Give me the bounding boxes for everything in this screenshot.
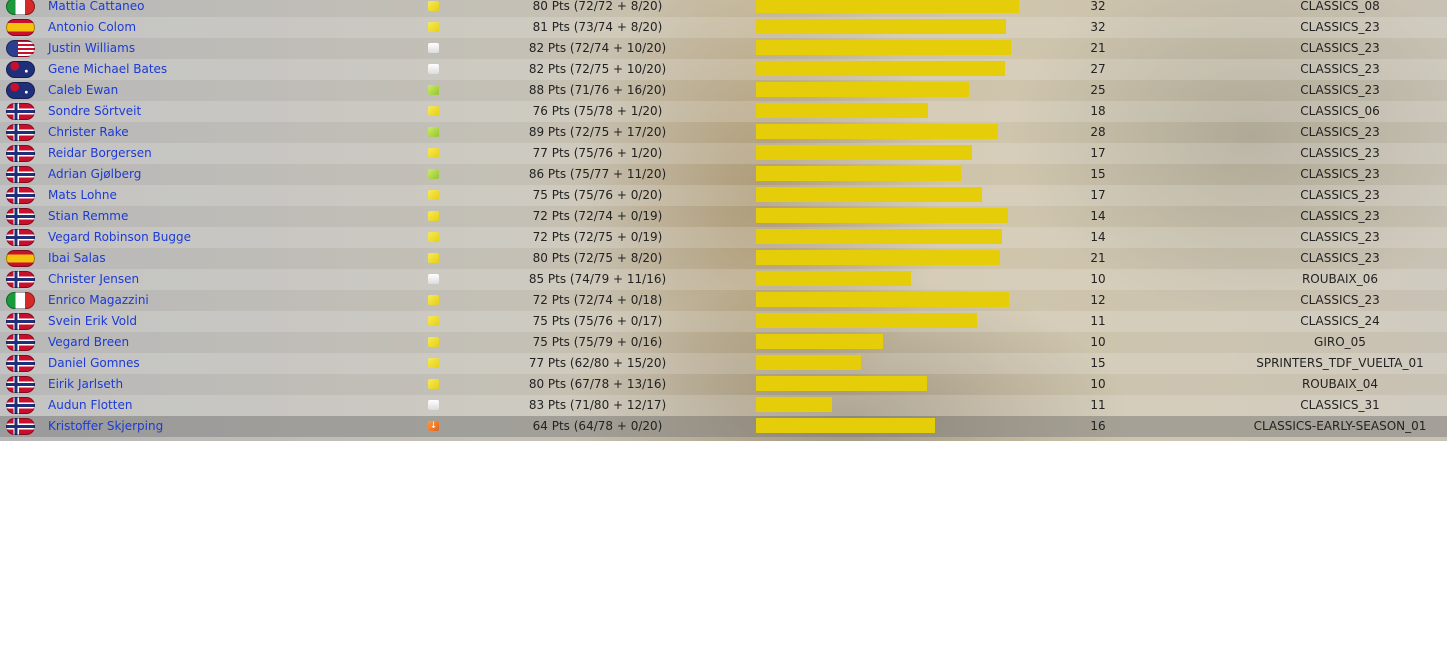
template-cell: CLASSICS_06 <box>1300 104 1380 118</box>
table-row[interactable] <box>0 143 1447 164</box>
rating-bar <box>756 208 1008 223</box>
number-cell: 21 <box>1090 251 1106 265</box>
table-row[interactable] <box>0 0 1447 17</box>
table-row[interactable] <box>0 38 1447 59</box>
australia-flag-icon <box>6 61 35 78</box>
form-yellow-icon <box>428 316 439 326</box>
template-cell: CLASSICS_23 <box>1300 125 1380 139</box>
rating-bar <box>756 103 928 118</box>
template-cell: CLASSICS_31 <box>1300 398 1380 412</box>
form-yellow-icon <box>428 1 439 11</box>
number-cell: 32 <box>1090 20 1106 34</box>
points-cell: 72 Pts (72/74 + 0/18) <box>532 293 663 307</box>
points-cell: 72 Pts (72/75 + 0/19) <box>532 230 663 244</box>
number-cell: 25 <box>1090 83 1106 97</box>
rider-name-link[interactable]: Adrian Gjølberg <box>48 167 142 181</box>
template-cell: CLASSICS_23 <box>1300 293 1380 307</box>
table-row[interactable] <box>0 353 1447 374</box>
number-cell: 15 <box>1090 356 1106 370</box>
points-cell: 75 Pts (75/79 + 0/16) <box>532 335 663 349</box>
form-yellow-icon <box>428 106 439 116</box>
rating-bar <box>756 40 1011 55</box>
table-row[interactable] <box>0 164 1447 185</box>
table-row[interactable] <box>0 395 1447 416</box>
number-cell: 28 <box>1090 125 1106 139</box>
norway-flag-icon <box>6 145 35 162</box>
norway-flag-icon <box>6 313 35 330</box>
template-cell: SPRINTERS_TDF_VUELTA_01 <box>1256 356 1424 370</box>
template-cell: CLASSICS_23 <box>1300 146 1380 160</box>
rating-bar <box>756 313 977 328</box>
rider-name-link[interactable]: Kristoffer Skjerping <box>48 419 164 433</box>
norway-flag-icon <box>6 124 35 141</box>
points-cell: 89 Pts (72/75 + 17/20) <box>528 125 667 139</box>
form-green-icon <box>428 127 439 137</box>
rating-bar <box>756 418 935 433</box>
points-cell: 83 Pts (71/80 + 12/17) <box>528 398 667 412</box>
form-yellow-icon <box>428 379 439 389</box>
points-cell: 86 Pts (75/77 + 11/20) <box>528 167 667 181</box>
points-cell: 80 Pts (67/78 + 13/16) <box>528 377 667 391</box>
rating-bar <box>756 334 883 349</box>
rating-bar <box>756 82 969 97</box>
points-cell: 75 Pts (75/76 + 0/20) <box>532 188 663 202</box>
points-cell: 80 Pts (72/75 + 8/20) <box>532 251 663 265</box>
number-cell: 14 <box>1090 209 1106 223</box>
template-cell: GIRO_05 <box>1314 335 1366 349</box>
table-row[interactable] <box>0 269 1447 290</box>
points-cell: 77 Pts (75/76 + 1/20) <box>532 146 663 160</box>
points-cell: 77 Pts (62/80 + 15/20) <box>528 356 667 370</box>
form-yellow-icon <box>428 295 439 305</box>
number-cell: 16 <box>1090 419 1106 433</box>
rider-name-link[interactable]: Daniel Gomnes <box>48 356 140 370</box>
table-row[interactable] <box>0 101 1447 122</box>
number-cell: 15 <box>1090 167 1106 181</box>
form-white-icon <box>428 274 439 284</box>
form-green-icon <box>428 85 439 95</box>
points-cell: 81 Pts (73/74 + 8/20) <box>532 20 663 34</box>
rider-name-link[interactable]: Reidar Borgersen <box>48 146 152 160</box>
number-cell: 32 <box>1090 0 1106 13</box>
norway-flag-icon <box>6 376 35 393</box>
norway-flag-icon <box>6 187 35 204</box>
italy-flag-icon <box>6 292 35 309</box>
number-cell: 27 <box>1090 62 1106 76</box>
table-row[interactable] <box>0 227 1447 248</box>
form-yellow-icon <box>428 253 439 263</box>
norway-flag-icon <box>6 334 35 351</box>
template-cell: ROUBAIX_04 <box>1301 377 1379 391</box>
number-cell: 11 <box>1090 398 1106 412</box>
template-cell: CLASSICS_23 <box>1300 209 1380 223</box>
points-cell: 76 Pts (75/78 + 1/20) <box>532 104 663 118</box>
rider-name-link[interactable]: Stian Remme <box>48 209 129 223</box>
table-row[interactable] <box>0 122 1447 143</box>
points-cell: 85 Pts (74/79 + 11/16) <box>528 272 667 286</box>
rating-bar <box>756 355 861 370</box>
rider-name-link[interactable]: Mats Lohne <box>48 188 117 202</box>
rating-bar <box>756 166 961 181</box>
table-row[interactable] <box>0 59 1447 80</box>
form-white-icon <box>428 400 439 410</box>
rating-bar <box>756 61 1005 76</box>
rider-name-link[interactable]: Vegard Robinson Bugge <box>48 230 191 244</box>
points-cell: 72 Pts (72/74 + 0/19) <box>532 209 663 223</box>
norway-flag-icon <box>6 271 35 288</box>
rating-bar <box>756 250 1000 265</box>
rider-name-link[interactable]: Mattia Cattaneo <box>48 0 145 13</box>
form-yellow-icon <box>428 22 439 32</box>
rating-bar <box>756 376 927 391</box>
template-cell: CLASSICS_08 <box>1300 0 1380 13</box>
rider-name-link[interactable]: Caleb Ewan <box>48 83 119 97</box>
number-cell: 12 <box>1090 293 1106 307</box>
number-cell: 17 <box>1090 188 1106 202</box>
spain-flag-icon <box>6 19 35 36</box>
number-cell: 10 <box>1090 377 1106 391</box>
table-row[interactable] <box>0 374 1447 395</box>
table-row[interactable] <box>0 248 1447 269</box>
form-yellow-icon <box>428 211 439 221</box>
usa-flag-icon <box>6 40 35 57</box>
norway-flag-icon <box>6 418 35 435</box>
rider-name-link[interactable]: Justin Williams <box>48 41 136 55</box>
table-row[interactable] <box>0 416 1447 437</box>
template-cell: CLASSICS_23 <box>1300 188 1380 202</box>
table-row[interactable] <box>0 311 1447 332</box>
table-row[interactable] <box>0 185 1447 206</box>
rider-name-link[interactable]: Sondre Sörtveit <box>48 104 142 118</box>
rider-name-link[interactable]: Svein Erik Vold <box>48 314 138 328</box>
number-cell: 10 <box>1090 335 1106 349</box>
rider-name-link[interactable]: Gene Michael Bates <box>48 62 168 76</box>
rating-bar <box>756 397 832 412</box>
template-cell: CLASSICS_23 <box>1300 251 1380 265</box>
number-cell: 18 <box>1090 104 1106 118</box>
form-yellow-icon <box>428 190 439 200</box>
rating-bar <box>756 292 1009 307</box>
points-cell: 80 Pts (72/72 + 8/20) <box>532 0 663 13</box>
rating-bar <box>756 124 998 139</box>
rating-bar <box>756 0 1019 13</box>
form-green-icon <box>428 169 439 179</box>
points-cell: 75 Pts (75/76 + 0/17) <box>532 314 663 328</box>
table-row[interactable] <box>0 80 1447 101</box>
rating-bar <box>756 19 1006 34</box>
rider-name-link[interactable]: Enrico Magazzini <box>48 293 149 307</box>
norway-flag-icon <box>6 208 35 225</box>
form-white-icon <box>428 64 439 74</box>
template-cell: CLASSICS-EARLY-SEASON_01 <box>1253 419 1427 433</box>
rider-name-link[interactable]: Christer Jensen <box>48 272 140 286</box>
template-cell: CLASSICS_23 <box>1300 83 1380 97</box>
points-cell: 82 Pts (72/75 + 10/20) <box>528 62 667 76</box>
template-cell: CLASSICS_23 <box>1300 20 1380 34</box>
rating-bar <box>756 271 911 286</box>
template-cell: CLASSICS_23 <box>1300 230 1380 244</box>
rider-name-link[interactable]: Antonio Colom <box>48 20 137 34</box>
spain-flag-icon <box>6 250 35 267</box>
form-yellow-icon <box>428 148 439 158</box>
number-cell: 17 <box>1090 146 1106 160</box>
table-row[interactable] <box>0 206 1447 227</box>
number-cell: 14 <box>1090 230 1106 244</box>
rider-name-link[interactable]: Audun Flotten <box>48 398 133 412</box>
points-cell: 82 Pts (72/74 + 10/20) <box>528 41 667 55</box>
rating-bar <box>756 229 1002 244</box>
norway-flag-icon <box>6 397 35 414</box>
form-yellow-icon <box>428 358 439 368</box>
number-cell: 11 <box>1090 314 1106 328</box>
points-cell: 88 Pts (71/76 + 16/20) <box>528 83 667 97</box>
points-cell: 64 Pts (64/78 + 0/20) <box>532 419 663 433</box>
template-cell: CLASSICS_23 <box>1300 62 1380 76</box>
template-cell: CLASSICS_24 <box>1300 314 1380 328</box>
template-cell: CLASSICS_23 <box>1300 167 1380 181</box>
rider-name-link[interactable]: Ibai Salas <box>48 251 106 265</box>
norway-flag-icon <box>6 229 35 246</box>
rating-bar <box>756 187 982 202</box>
table-row[interactable] <box>0 332 1447 353</box>
form-yellow-icon <box>428 337 439 347</box>
form-yellow-icon <box>428 232 439 242</box>
rating-bar <box>756 145 972 160</box>
table-row[interactable] <box>0 17 1447 38</box>
italy-flag-icon <box>6 0 35 15</box>
form-white-icon <box>428 43 439 53</box>
form-orange-down-icon: ↓ <box>429 421 438 431</box>
template-cell: ROUBAIX_06 <box>1301 272 1379 286</box>
norway-flag-icon <box>6 355 35 372</box>
norway-flag-icon <box>6 103 35 120</box>
rider-name-link[interactable]: Christer Rake <box>48 125 129 139</box>
template-cell: CLASSICS_23 <box>1300 41 1380 55</box>
rider-name-link[interactable]: Eirik Jarlseth <box>48 377 124 391</box>
number-cell: 10 <box>1090 272 1106 286</box>
rider-name-link[interactable]: Vegard Breen <box>48 335 130 349</box>
number-cell: 21 <box>1090 41 1106 55</box>
norway-flag-icon <box>6 166 35 183</box>
australia-flag-icon <box>6 82 35 99</box>
table-row[interactable] <box>0 290 1447 311</box>
